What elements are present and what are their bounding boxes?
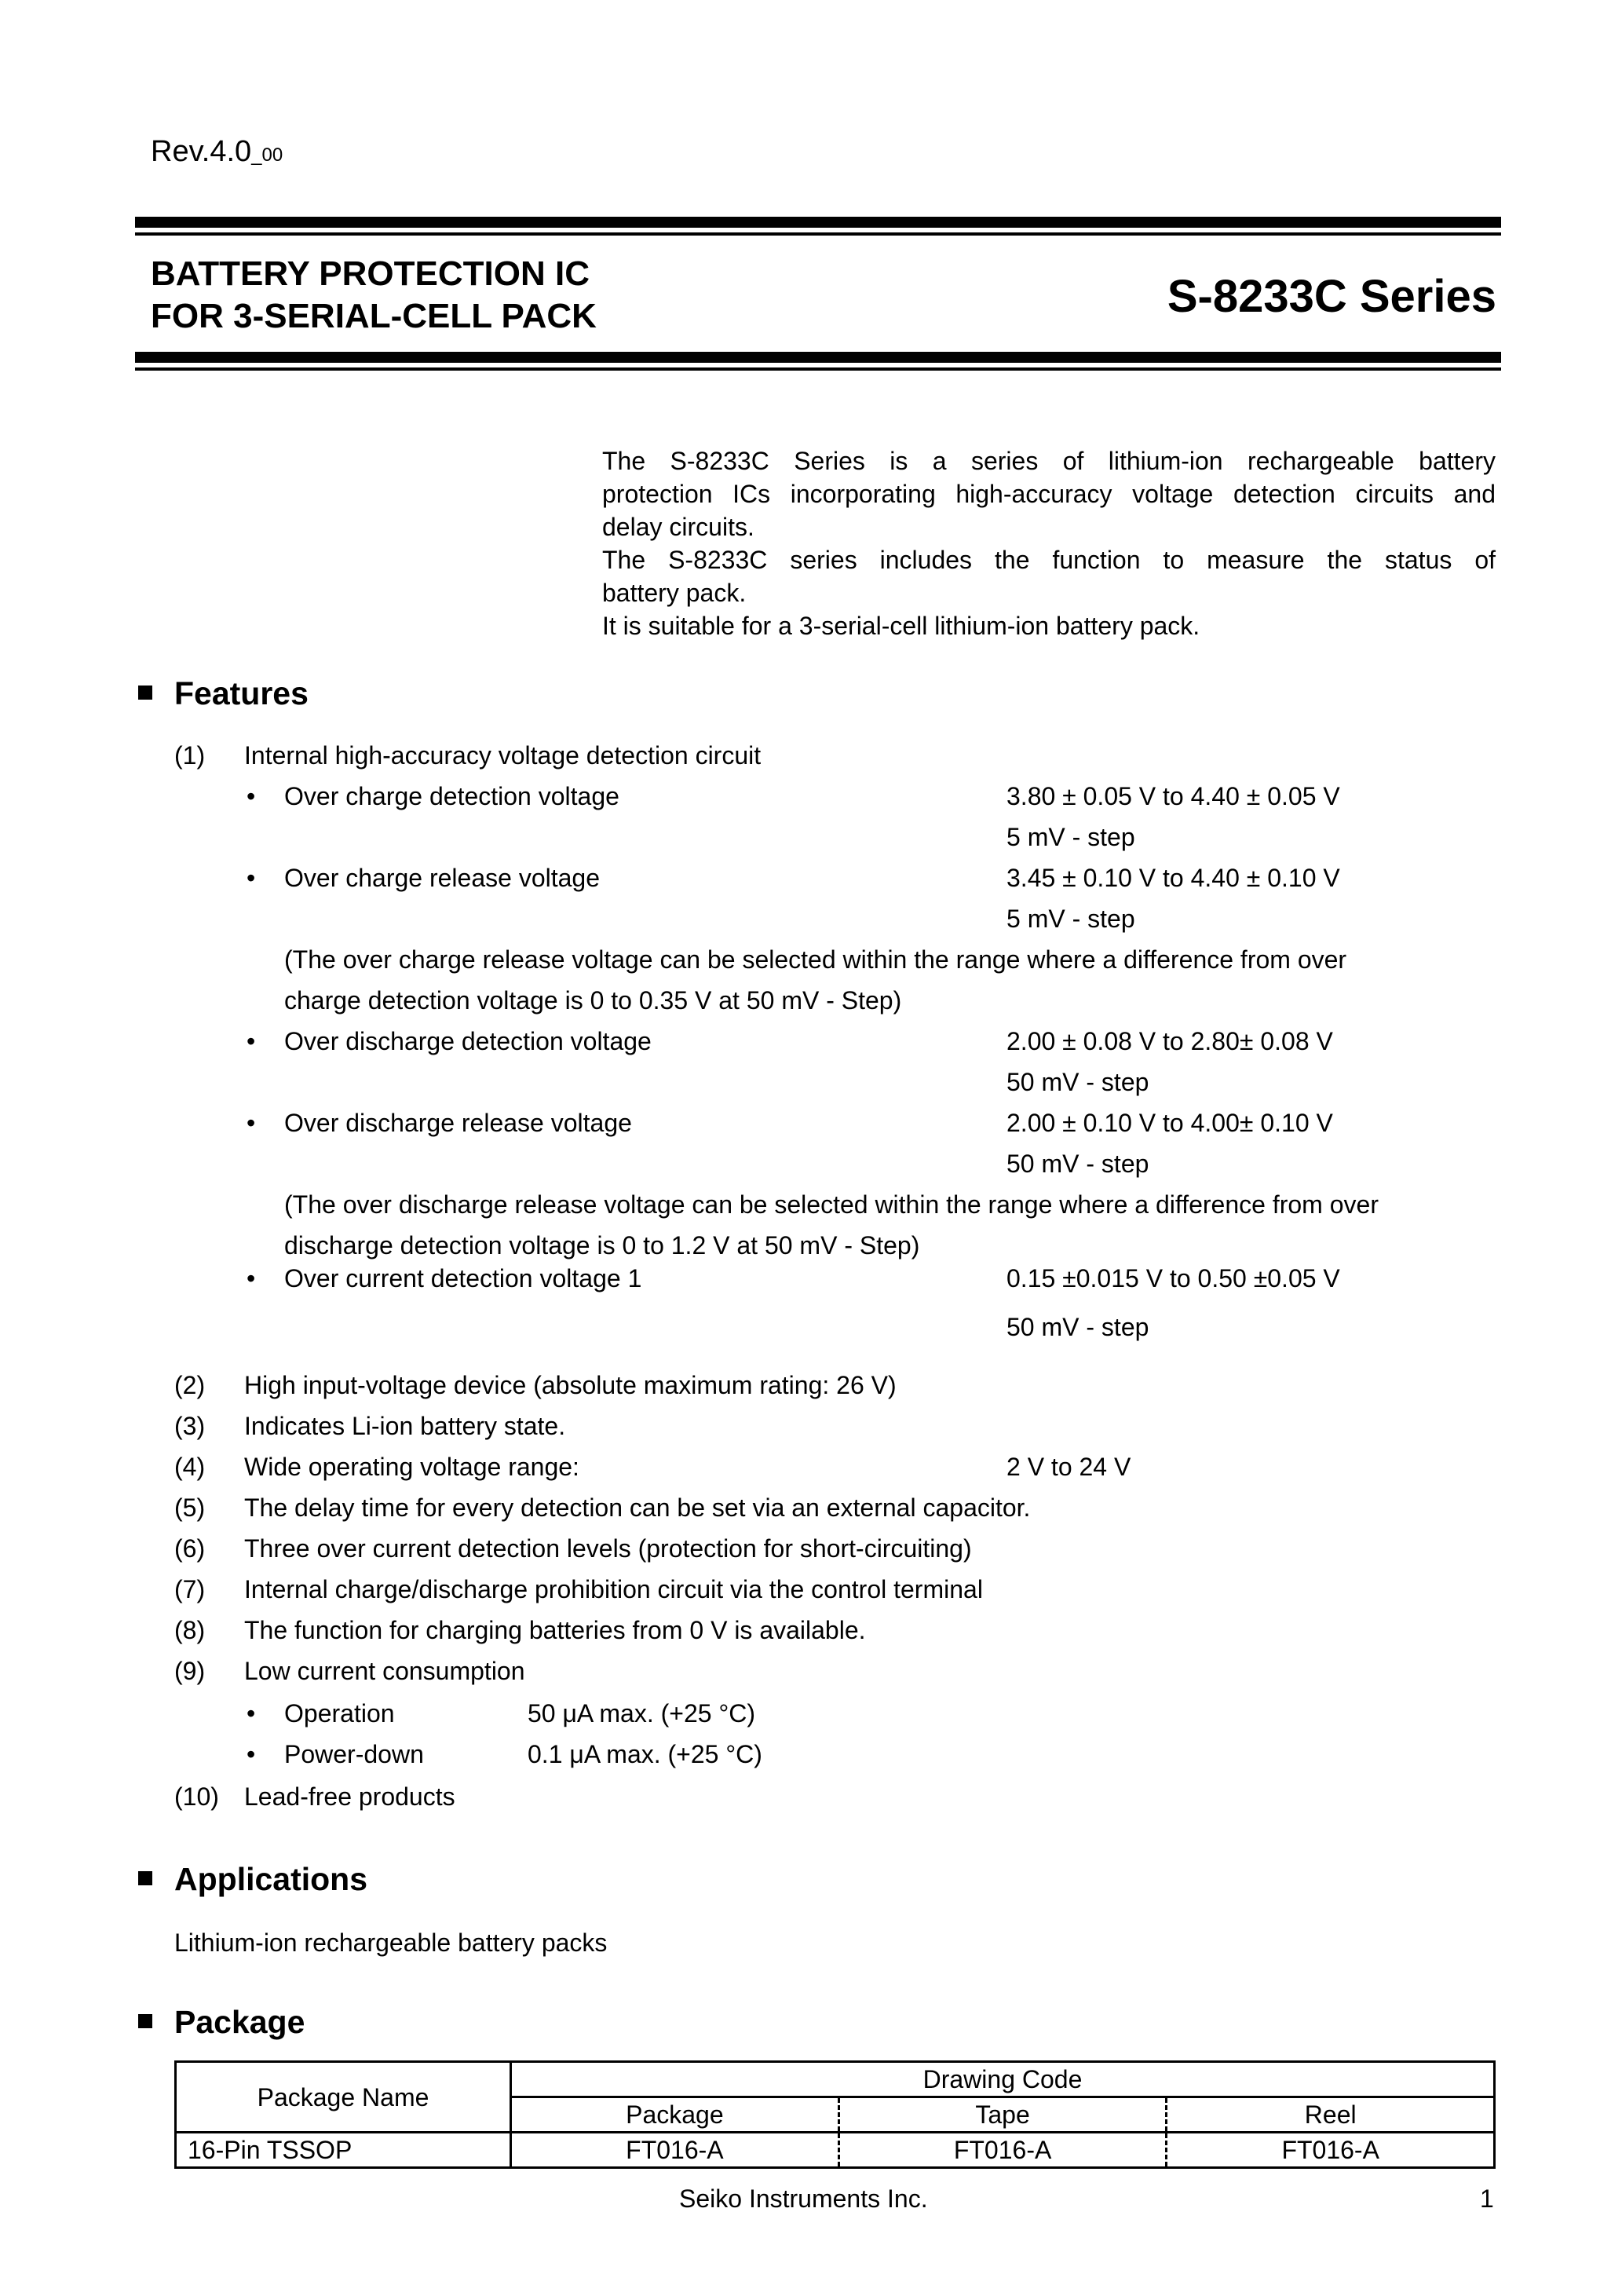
- th-package-name: Package Name: [176, 2062, 511, 2133]
- bullet-icon: •: [247, 1264, 256, 1292]
- feature-9-num: (9): [174, 1657, 206, 1685]
- intro-p2-l2: battery pack.: [602, 579, 747, 607]
- od-note-2: discharge detection voltage is 0 to 1.2 V at 50 mV - Step): [284, 1231, 920, 1260]
- power-down-value: 0.1 μA max. (+25 °C): [528, 1740, 762, 1768]
- feature-3-text: Indicates Li-ion battery state.: [244, 1412, 566, 1440]
- feature-2-num: (2): [174, 1371, 206, 1399]
- th-reel: Reel: [1167, 2097, 1495, 2133]
- top-rule-thick: [135, 217, 1501, 228]
- package-heading: Package: [138, 2004, 305, 2041]
- bullet-icon: •: [247, 782, 256, 810]
- square-bullet-icon: [138, 686, 152, 700]
- ocur-step: 50 mV - step: [1006, 1313, 1149, 1341]
- od-det-step: 50 mV - step: [1006, 1068, 1149, 1096]
- feature-9-text: Low current consumption: [244, 1657, 525, 1685]
- bottom-rule-thick: [135, 352, 1501, 363]
- intro-p2-l1: The S-8233C series includes the function to measure the status of: [602, 546, 1496, 574]
- oc-det-label: Over charge detection voltage: [284, 782, 619, 810]
- feature-8-text: The function for charging batteries from 0 V is available.: [244, 1616, 866, 1644]
- feature-6-text: Three over current detection levels (protection for short-circuiting): [244, 1534, 972, 1563]
- oc-note-1: (The over charge release voltage can be selected within the range where a difference from over: [284, 945, 1347, 974]
- cell-package: FT016-A: [511, 2133, 839, 2168]
- bottom-rule-thin: [135, 367, 1501, 371]
- revision-sub: _00: [251, 144, 283, 166]
- feature-6-num: (6): [174, 1534, 206, 1563]
- feature-5-num: (5): [174, 1493, 206, 1522]
- od-note-1: (The over discharge release voltage can be selected within the range where a difference from over: [284, 1190, 1379, 1219]
- intro: [602, 444, 1496, 642]
- cell-tape: FT016-A: [838, 2133, 1167, 2168]
- cell-package-name: 16-Pin TSSOP: [176, 2133, 511, 2168]
- od-det-label: Over discharge detection voltage: [284, 1027, 652, 1055]
- feature-4-num: (4): [174, 1453, 206, 1481]
- square-bullet-icon: [138, 2014, 152, 2028]
- feature-8-num: (8): [174, 1616, 206, 1644]
- top-rule-thin: [135, 232, 1501, 236]
- feature-10-text: Lead-free products: [244, 1782, 455, 1811]
- revision: [151, 135, 283, 169]
- th-drawing-code: Drawing Code: [511, 2062, 1495, 2097]
- od-rel-value: 2.00 ± 0.10 V to 4.00± 0.10 V: [1006, 1109, 1333, 1137]
- oc-det-value: 3.80 ± 0.05 V to 4.40 ± 0.05 V: [1006, 782, 1340, 810]
- feature-4-value: 2 V to 24 V: [1006, 1453, 1131, 1481]
- features-heading: Features: [138, 675, 309, 712]
- feature-1-text: Internal high-accuracy voltage detection circuit: [244, 741, 762, 770]
- bullet-icon: •: [247, 1740, 256, 1768]
- title-line-1: BATTERY PROTECTION IC: [151, 254, 590, 293]
- cell-reel: FT016-A: [1167, 2133, 1495, 2168]
- feature-3-num: (3): [174, 1412, 206, 1440]
- feature-1-num: (1): [174, 741, 206, 770]
- bullet-icon: •: [247, 1027, 256, 1055]
- feature-2-text: High input-voltage device (absolute maximum rating: 26 V): [244, 1371, 897, 1399]
- oc-note-2: charge detection voltage is 0 to 0.35 V at 50 mV - Step): [284, 986, 902, 1015]
- feature-10-num: (10): [174, 1782, 219, 1811]
- square-bullet-icon: [138, 1871, 152, 1885]
- od-det-value: 2.00 ± 0.08 V to 2.80± 0.08 V: [1006, 1027, 1333, 1055]
- intro-p1-l3: delay circuits.: [602, 513, 754, 541]
- revision-number: Rev.4.0: [151, 135, 252, 168]
- series-title: S-8233C Series: [1167, 271, 1496, 322]
- intro-p3: It is suitable for a 3-serial-cell lithium-ion battery pack.: [602, 612, 1200, 640]
- operation-value: 50 μA max. (+25 °C): [528, 1699, 756, 1727]
- intro-p1-l1: The S-8233C Series is a series of lithium-ion rechargeable battery: [602, 447, 1496, 475]
- th-tape: Tape: [838, 2097, 1167, 2133]
- operation-label: Operation: [284, 1699, 395, 1727]
- package-table: [174, 2060, 1496, 2169]
- page-number: 1: [1480, 2184, 1494, 2213]
- ocur-label: Over current detection voltage 1: [284, 1264, 642, 1292]
- th-package: Package: [511, 2097, 839, 2133]
- feature-7-text: Internal charge/discharge prohibition circuit via the control terminal: [244, 1575, 983, 1603]
- title-line-2: FOR 3-SERIAL-CELL PACK: [151, 297, 597, 335]
- footer-company: Seiko Instruments Inc.: [679, 2184, 928, 2213]
- oc-rel-step: 5 mV - step: [1006, 905, 1135, 933]
- oc-det-step: 5 mV - step: [1006, 823, 1135, 851]
- oc-rel-label: Over charge release voltage: [284, 864, 600, 892]
- bullet-icon: •: [247, 1699, 256, 1727]
- table-row: [176, 2133, 1495, 2168]
- od-rel-step: 50 mV - step: [1006, 1150, 1149, 1178]
- bullet-icon: •: [247, 1109, 256, 1137]
- feature-5-text: The delay time for every detection can be set via an external capacitor.: [244, 1493, 1031, 1522]
- ocur-value: 0.15 ±0.015 V to 0.50 ±0.05 V: [1006, 1264, 1340, 1292]
- feature-4-text: Wide operating voltage range:: [244, 1453, 579, 1481]
- bullet-icon: •: [247, 864, 256, 892]
- applications-text: Lithium-ion rechargeable battery packs: [174, 1929, 608, 1957]
- power-down-label: Power-down: [284, 1740, 424, 1768]
- applications-heading: Applications: [138, 1861, 367, 1898]
- intro-p1-l2: protection ICs incorporating high-accuracy voltage detection circuits and: [602, 480, 1496, 508]
- feature-7-num: (7): [174, 1575, 206, 1603]
- od-rel-label: Over discharge release voltage: [284, 1109, 632, 1137]
- oc-rel-value: 3.45 ± 0.10 V to 4.40 ± 0.10 V: [1006, 864, 1340, 892]
